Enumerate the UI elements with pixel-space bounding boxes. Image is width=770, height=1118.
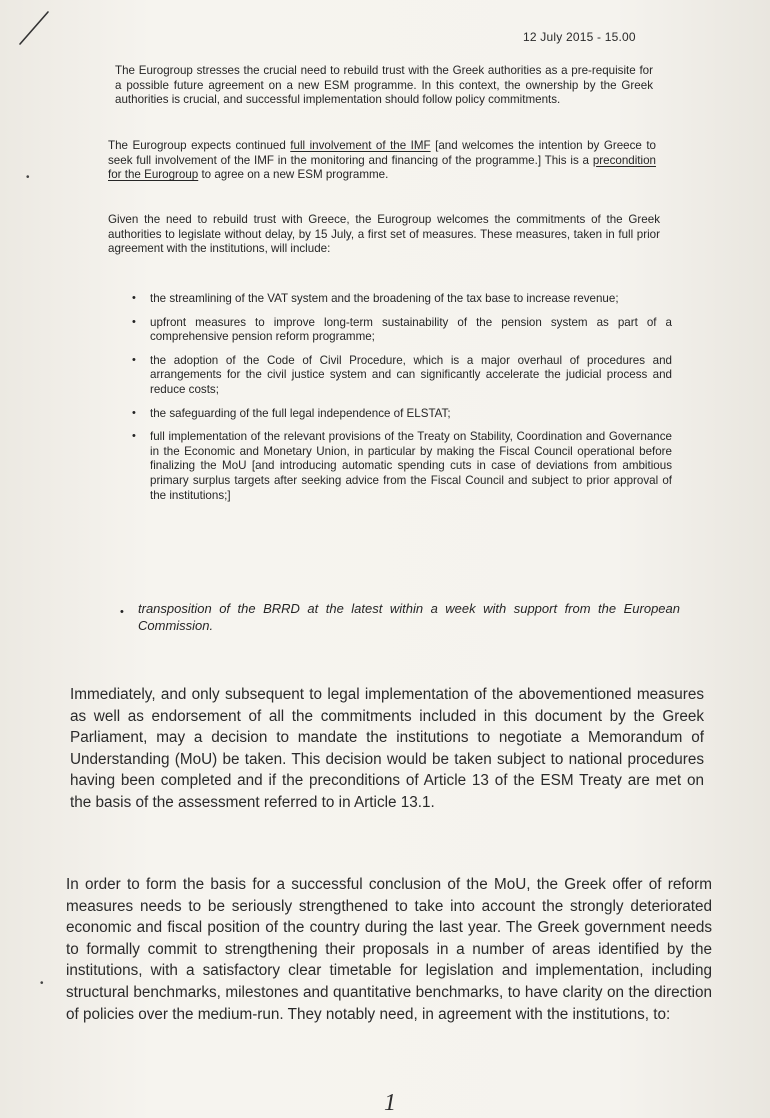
underlined-imf-involvement: full involvement of the IMF: [290, 139, 431, 152]
list-item: • full implementation of the relevant provisions of the Treaty on Stability, Coordination and Governance in the Economic and Monetary Union, in particular by making the Fiscal Council operational before finalizing the MoU [and introducing automatic spending cuts in case of deviations from ambitious primary surplus targets after seeking advice from the Fiscal Council and subject to prior approval of the institutions;]: [132, 430, 672, 502]
paragraph-text: Immediately, and only subsequent to legal implementation of the abovementioned measures as well as endorsement of all the commitments included in this document by the Greek Parliament, may a decision to mandate the institutions to negotiate a Memorandum of Understanding (MoU) be taken. This decision would be taken subject to national procedures having been completed and if the preconditions of Article 13 of the ESM Treaty are met on the basis of the assessment referred to in Article 13.1.: [70, 686, 704, 811]
bullet-icon: •: [132, 315, 136, 328]
margin-dot: •: [40, 978, 44, 989]
bullet-icon: •: [132, 353, 136, 366]
paragraph-text: The Eurogroup stresses the crucial need to rebuild trust with the Greek authorities as a pre-requisite for a possible future agreement on a new ESM programme. In this context, the ownership by the Greek authorities is crucial, and successful implementation should follow policy commitments.: [115, 64, 653, 107]
paragraph-reform-offer: [66, 874, 712, 1025]
handwritten-slash-mark: [14, 8, 54, 48]
bullet-icon: •: [132, 292, 136, 304]
paragraph-text: In order to form the basis for a successful conclusion of the MoU, the Greek offer of reform measures needs to be seriously strengthened to take into account the strongly deteriorated economic and fiscal position of the country during the last year. The Greek government needs to formally commit to strengthening their proposals in a number of areas identified by the institutions, with a satisfactory clear timetable for legislation and implementation, including structural benchmarks, milestones and quantitative benchmarks, to have clarity on the direction of policies over the medium-run. They notably need, in agreement with the institutions, to:: [66, 876, 712, 1023]
paragraph-measures-intro: [108, 213, 660, 257]
handwritten-page-number: [378, 1086, 408, 1116]
paragraph-text: The Eurogroup expects continued full involvement of the IMF [and welcomes the intention by Greece to seek full involvement of the IMF in the monitoring and financing of the programme.] This is a precondition for the Eurogroup to agree on a new ESM programme.: [108, 139, 656, 182]
svg-text:1: 1: [384, 1090, 396, 1116]
measures-list: [132, 292, 672, 503]
paragraph-mou-mandate: [70, 684, 704, 814]
list-item-brrd: • transposition of the BRRD at the latest within a week with support from the European Commission.: [120, 601, 680, 633]
margin-dot: •: [26, 172, 30, 183]
paragraph-imf: [108, 139, 656, 183]
bullet-icon: •: [132, 406, 136, 419]
underlined-precondition: precondition for the Eurogroup: [108, 153, 656, 182]
list-item: • the streamlining of the VAT system and the broadening of the tax base to increase revenue;: [132, 292, 619, 305]
list-item: • upfront measures to improve long-term sustainability of the pension system as part of a comprehensive pension reform programme;: [132, 315, 672, 344]
paragraph-text: Given the need to rebuild trust with Greece, the Eurogroup welcomes the commitments of the Greek authorities to legislate without delay, by 15 July, a first set of measures. These measures, taken in full prior agreement with the institutions, will include:: [108, 213, 660, 256]
bullet-icon: •: [120, 606, 124, 618]
bullet-icon: •: [132, 430, 136, 443]
paragraph-trust: [115, 64, 653, 108]
document-date: 12 July 2015 - 15.00: [523, 30, 636, 44]
list-item: • the adoption of the Code of Civil Procedure, which is a major overhaul of procedures and arrangements for the civil justice system and can significantly accelerate the judicial process and reduce costs;: [132, 353, 672, 396]
list-item: • the safeguarding of the full legal independence of ELSTAT;: [132, 406, 451, 420]
